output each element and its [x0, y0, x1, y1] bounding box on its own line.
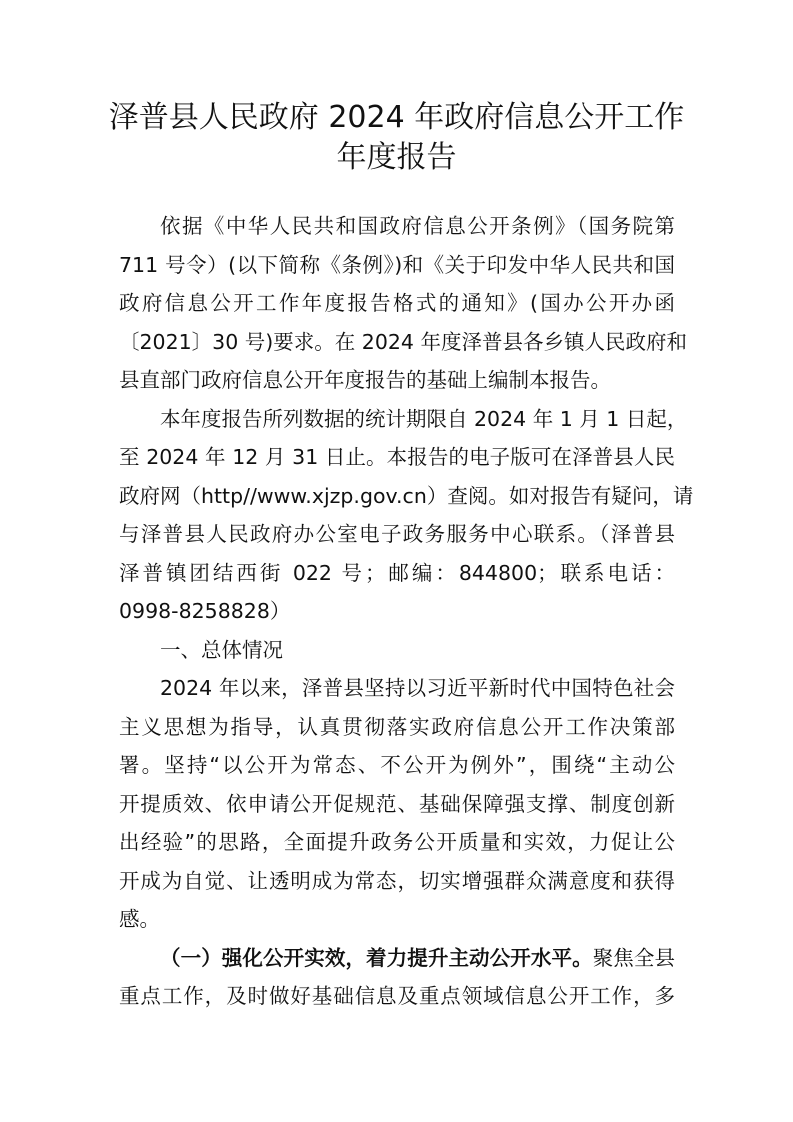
- body-line: 本年度报告所列数据的统计期限自 2024 年 1 月 1 日起，: [160, 406, 688, 431]
- subsection-text: 聚焦全县: [592, 945, 675, 970]
- body-line: 〔2021〕30 号)要求。在 2024 年度泽普县各乡镇人民政府和: [119, 329, 687, 354]
- body-line: 0998-8258828）: [119, 599, 291, 623]
- subsection-line: [119, 939, 675, 978]
- body-line: 泽普镇团结西街 022 号；邮编：844800；联系电话：: [119, 560, 675, 585]
- body-line: 重点工作，及时做好基础信息及重点领域信息公开工作，多: [119, 984, 675, 1008]
- body-line: 依据《中华人民共和国政府信息公开条例》（国务院第: [160, 214, 675, 238]
- body-line: 2024 年以来，泽普县坚持以习近平新时代中国特色社会: [160, 676, 675, 700]
- document-title-line-1: 泽普县人民政府 2024 年政府信息公开工作: [108, 100, 685, 135]
- section-heading: 一、总体情况: [160, 637, 283, 662]
- body-line: 感。: [119, 907, 160, 931]
- body-line: 政府网（http//www.xjzp.gov.cn）查阅。如对报告有疑问，请: [119, 483, 694, 508]
- body-line: 县直部门政府信息公开年度报告的基础上编制本报告。: [119, 368, 611, 392]
- body-line: 开成为自觉、让透明成为常态，切实增强群众满意度和获得: [119, 868, 675, 893]
- body-line: 与泽普县人民政府办公室电子政务服务中心联系。（泽普县: [119, 522, 675, 546]
- document-title-line-2: 年度报告: [336, 140, 457, 175]
- subsection-heading: （一）强化公开实效，着力提升主动公开水平。: [160, 945, 593, 970]
- body-line: 711 号令）(以下简称《条例》)和《关于印发中华人民共和国: [119, 252, 675, 277]
- body-line: 至 2024 年 12 月 31 日止。本报告的电子版可在泽普县人民: [119, 445, 675, 469]
- document-body: [119, 207, 694, 1016]
- body-line: 主义思想为指导，认真贯彻落实政府信息公开工作决策部: [119, 714, 675, 739]
- body-line: 出经验”的思路，全面提升政务公开质量和实效，力促让公: [119, 830, 675, 854]
- body-line: 署。坚持“以公开为常态、不公开为例外”，围绕“主动公: [119, 753, 675, 777]
- body-line: 政府信息公开工作年度报告格式的通知》(国办公开办函: [119, 291, 675, 315]
- body-line: 开提质效、依申请公开促规范、基础保障强支撑、制度创新: [119, 791, 675, 816]
